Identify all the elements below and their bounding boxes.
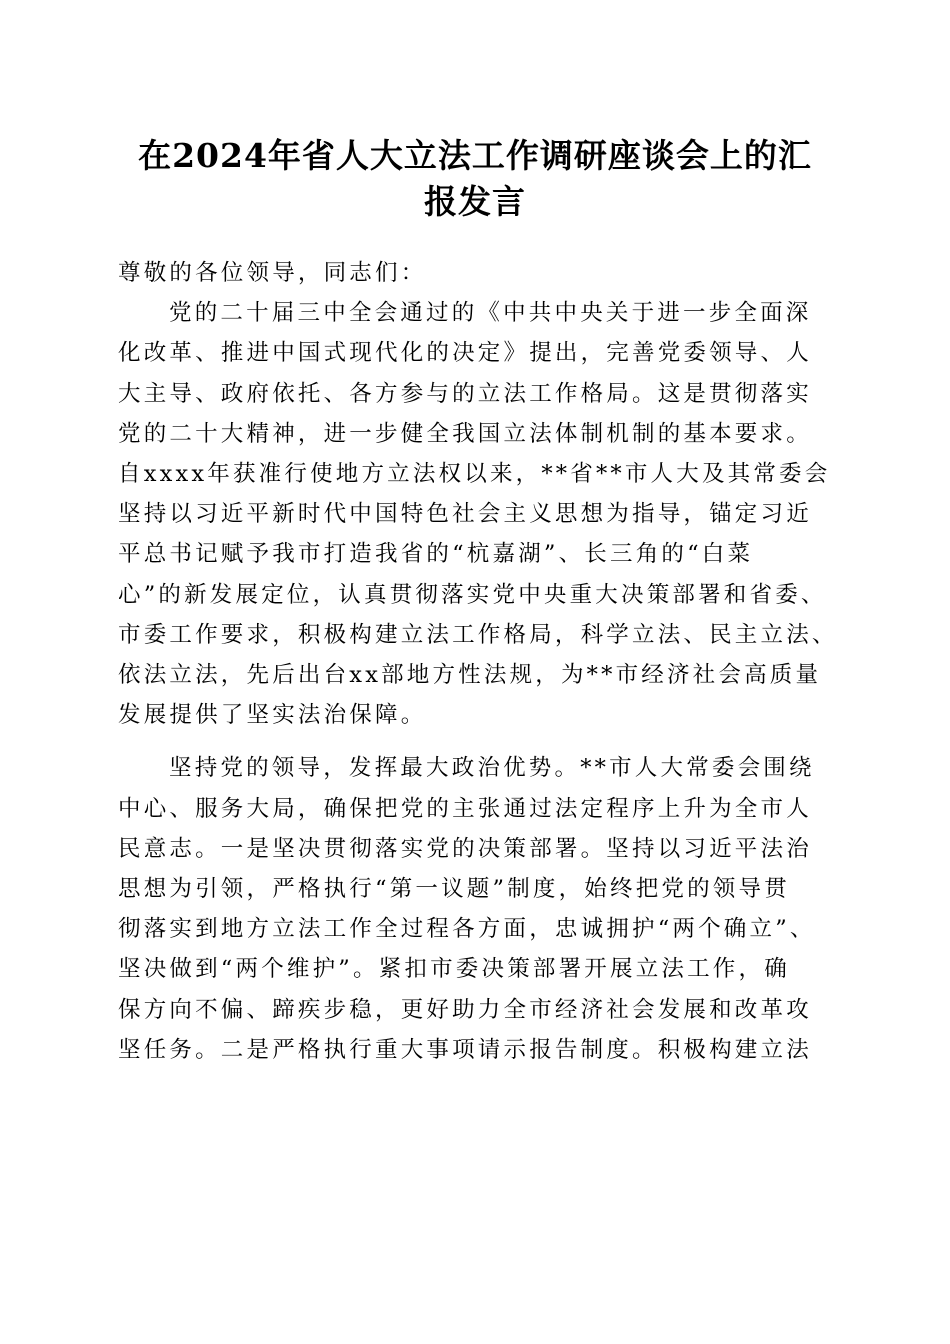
paragraph-line: 心”的新发展定位，认真贯彻落实党中央重大决策部署和省委、 <box>118 581 827 608</box>
paragraph-line: 中心、服务大局，确保把党的主张通过法定程序上升为全市人 <box>118 795 812 822</box>
paragraph-line: 坚持党的领导，发挥最大政治优势。**市人大常委会围绕 <box>169 755 815 782</box>
paragraph-line: 化改革、推进中国式现代化的决定》提出，完善党委领导、人 <box>118 340 812 367</box>
paragraph-line: 坚持以习近平新时代中国特色社会主义思想为指导，锚定习近 <box>118 501 812 528</box>
paragraph-line: 党的二十届三中全会通过的《中共中央关于进一步全面深 <box>169 300 812 327</box>
paragraph-line: 自xxxx年获准行使地方立法权以来，**省**市人大及其常委会 <box>118 461 831 488</box>
document-body <box>118 253 848 1070</box>
paragraph-line: 保方向不偏、蹄疾步稳，更好助力全市经济社会发展和改革攻 <box>118 996 812 1023</box>
paragraph-1 <box>118 293 848 735</box>
paragraph-2 <box>118 748 848 1070</box>
paragraph-gap <box>118 735 848 748</box>
paragraph-line: 平总书记赋予我市打造我省的“杭嘉湖”、长三角的“白菜 <box>118 541 754 568</box>
paragraph-line: 市委工作要求，积极构建立法工作格局，科学立法、民主立法、 <box>118 621 838 648</box>
paragraph-line: 发展提供了坚实法治保障。 <box>118 702 427 729</box>
paragraph-line: 坚决做到“两个维护”。紧扣市委决策部署开展立法工作，确 <box>118 956 790 983</box>
paragraph-line: 民意志。一是坚决贯彻落实党的决策部署。坚持以习近平法治 <box>118 835 812 862</box>
title-line-1: 在2024年省人大立法工作调研座谈会上的汇 <box>138 136 812 175</box>
document-title <box>100 133 850 225</box>
salutation-text: 尊敬的各位领导，同志们： <box>118 260 427 286</box>
paragraph-line: 党的二十大精神，进一步健全我国立法体制机制的基本要求。 <box>118 420 812 447</box>
salutation <box>118 253 848 293</box>
paragraph-line: 彻落实到地方立法工作全过程各方面，忠诚拥护“两个确立”、 <box>118 916 816 943</box>
paragraph-line: 依法立法，先后出台xx部地方性法规，为**市经济社会高质量 <box>118 662 822 689</box>
paragraph-line: 坚任务。二是严格执行重大事项请示报告制度。积极构建立法 <box>118 1036 812 1063</box>
title-line-2: 报发言 <box>424 182 526 221</box>
paragraph-line: 思想为引领，严格执行“第一议题”制度，始终把党的领导贯 <box>118 876 790 903</box>
paragraph-line: 大主导、政府依托、各方参与的立法工作格局。这是贯彻落实 <box>118 380 812 407</box>
